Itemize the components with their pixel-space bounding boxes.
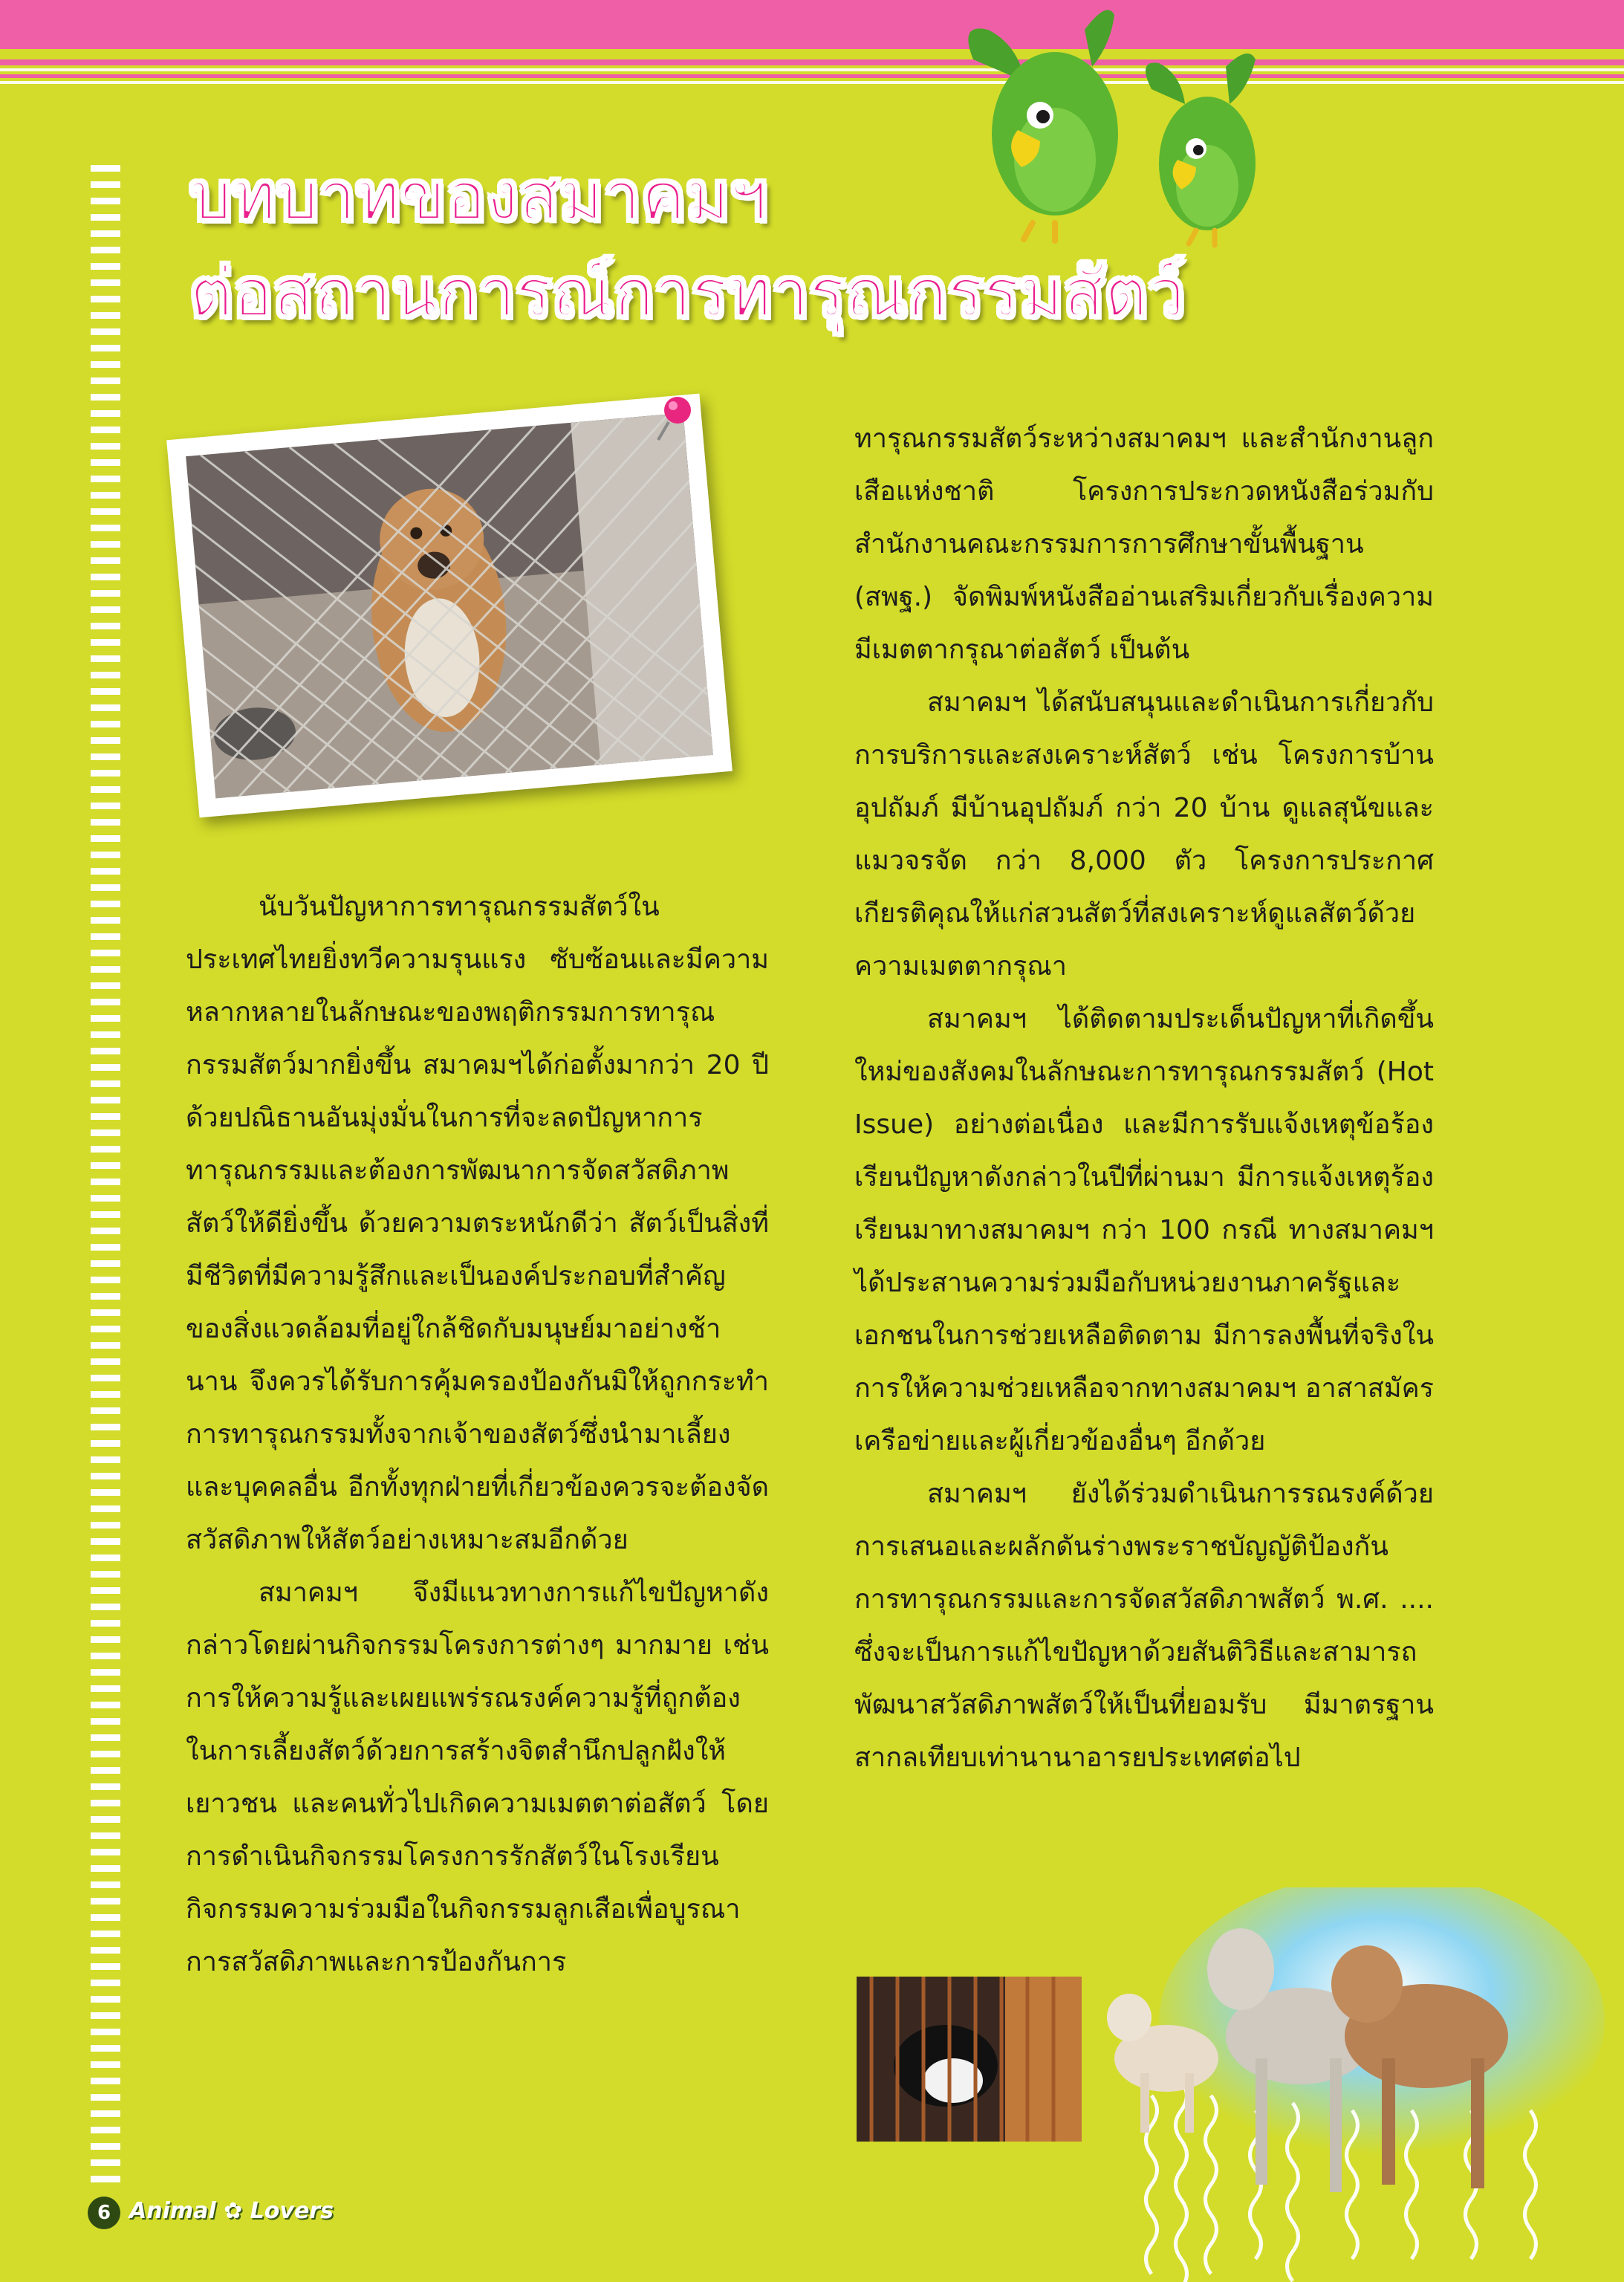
- dogs-group-illustration: [1070, 1887, 1624, 2282]
- decorative-stripe-column: [91, 165, 120, 2186]
- paragraph: นับวันปัญหาการทารุณกรรมสัตว์ในประเทศไทยยิ่งทวีความรุนแรง ซับซ้อนและมีความหลากหลายในลักษณะของพฤติกรรมการทารุณกรรมสัตว์มากยิ่งขึ้น สมาคมฯได้ก่อตั้งมากว่า 20 ปีด้วยปณิธานอันมุ่งมั่นในการที่จะลดปัญหาการทารุณกรรมและต้องการพัฒนาการจัดสวัสดิภาพสัตว์ให้ดียิ่งขึ้น ด้วยความตระหนักดีว่า สัตว์เป็นสิ่งที่มีชีวิตที่มีความรู้สึกและเป็นองค์ประกอบที่สำคัญของสิ่งแวดล้อมที่อยู่ใกล้ชิดกับมนุษย์มาอย่างช้านาน จึงควรได้รับการคุ้มครองป้องกันมิให้ถูกกระทำการทารุณกรรมทั้งจากเจ้าของสัตว์ซึ่งนำมาเลี้ยงและบุคคลอื่น อีกทั้งทุกฝ่ายที่เกี่ยวข้องควรจะต้องจัดสวัสดิภาพให้สัตว์อย่างเหมาะสมอีกด้วย: [186, 892, 769, 1555]
- pink-rule-thin: [0, 74, 1624, 78]
- parrot-right: [1146, 54, 1256, 245]
- paragraph: สมาคมฯ ได้ติดตามประเด็นปัญหาที่เกิดขึ้นใหม่ของสังคมในลักษณะการทารุณกรรมสัตว์ (Hot Issue) อย่างต่อเนื่อง และมีการรับแจ้งเหตุข้อร้องเรียนปัญหาดังกล่าวในปีที่ผ่านมา มีการแจ้งเหตุร้องเรียนมาทางสมาคมฯ กว่า 100 กรณี ทางสมาคมฯ ได้ประสานความร่วมมือกับหน่วยงานภาครัฐและเอกชนในการช่วยเหลือติดตาม มีการลงพื้นที่จริงในการให้ความช่วยเหลือจากทางสมาคมฯ อาสาสมัคร เครือข่ายและผู้เกี่ยวข้องอื่นๆ อีกด้วย: [854, 1004, 1434, 1456]
- page-title-line-1: บทบาทของสมาคมฯ: [189, 158, 767, 236]
- dog-behind-fence-image: [186, 413, 713, 799]
- magazine-name: Animal ✿ Lovers: [129, 2198, 334, 2224]
- white-rule-lower: [0, 81, 1624, 84]
- parrot-illustration: [929, 0, 1300, 253]
- pink-rule: [0, 59, 1624, 65]
- top-pink-band: [0, 0, 1624, 49]
- photo-image-area: [186, 413, 713, 799]
- right-text-column: [854, 412, 1434, 1784]
- paragraph: ทารุณกรรมสัตว์ระหว่างสมาคมฯ และสำนักงานลูกเสือแห่งชาติ โครงการประกวดหนังสือร่วมกับ สำนักงานคณะกรรมการการศึกษาขั้นพื้นฐาน (สพฐ.) จัดพิมพ์หนังสืออ่านเสริมเกี่ยวกับเรื่องความมีเมตตากรุณาต่อสัตว์ เป็นต้น: [854, 424, 1434, 665]
- caged-dog-photo: [857, 1977, 1082, 2142]
- left-text-column: [186, 881, 769, 1988]
- pushpin-icon: [654, 392, 698, 444]
- parrot-left: [968, 10, 1118, 241]
- paragraph: สมาคมฯ จึงมีแนวทางการแก้ไขปัญหาดังกล่าวโดยผ่านกิจกรรมโครงการต่างๆ มากมาย เช่น การให้ความรู้และเผยแพร่รณรงค์ความรู้ที่ถูกต้องในการเลี้ยงสัตว์ด้วยการสร้างจิตสำนึกปลูกฝังให้เยาวชน และคนทั่วไปเกิดความเมตตาต่อสัตว์ โดยการดำเนินกิจกรรมโครงการรักสัตว์ในโรงเรียนกิจกรรมความร่วมมือในกิจกรรมลูกเสือเพื่อบูรณาการสวัสดิภาพและการป้องกันการ: [186, 1578, 769, 1977]
- page-number: 6: [88, 2197, 120, 2229]
- white-rule: [0, 68, 1624, 71]
- paragraph: สมาคมฯ ได้สนับสนุนและดำเนินการเกี่ยวกับการบริการและสงเคราะห์สัตว์ เช่น โครงการบ้านอุปถัมภ์ มีบ้านอุปถัมภ์ กว่า 20 บ้าน ดูแลสุนัขและแมวจรจัด กว่า 8,000 ตัว โครงการประกาศเกียรติคุณให้แก่สวนสัตว์ที่สงเคราะห์ดูแลสัตว์ด้วยความเมตตากรุณา: [854, 687, 1434, 982]
- page-title-line-2: ต่อสถานการณ์การทารุณกรรมสัตว์: [189, 254, 1186, 332]
- dog-in-cage-photo: [166, 394, 733, 818]
- caged-dog-image: [857, 1977, 1082, 2142]
- paragraph: สมาคมฯ ยังได้ร่วมดำเนินการรณรงค์ด้วยการเสนอและผลักดันร่างพระราชบัญญัติป้องกันการทารุณกรรมและการจัดสวัสดิภาพสัตว์ พ.ศ. .... ซึ่งจะเป็นการแก้ไขปัญหาด้วยสันติวิธีและสามารถพัฒนาสวัสดิภาพสัตว์ให้เป็นที่ยอมรับ มีมาตรฐานสากลเทียบเท่านานาอารยประเทศต่อไป: [854, 1479, 1434, 1773]
